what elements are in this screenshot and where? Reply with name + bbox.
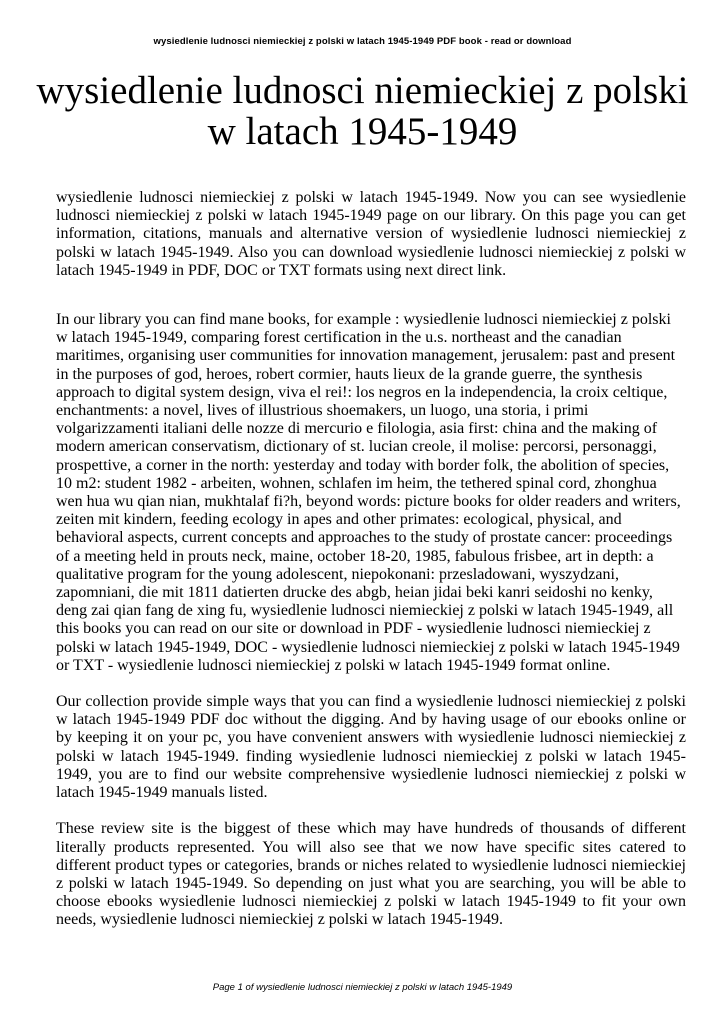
paragraph-spacer <box>56 802 686 820</box>
document-body <box>56 189 686 930</box>
review-paragraph: These review site is the biggest of these which may have hundreds of thousands of different literally products represented. You will also see that we now have specific sites catered to different product types or categories, brands or niches related to wysiedlenie ludnosci niemieckiej z polski w latach 1945-1949. So depending on just what you are searching, you will be able to choose ebooks wysiedlenie ludnosci niemieckiej z polski w latach 1945-1949 to fit your own needs, wysiedlenie ludnosci niemieckiej z polski w latach 1945-1949. <box>56 820 686 929</box>
paragraph-spacer <box>56 675 686 693</box>
collection-paragraph: Our collection provide simple ways that you can find a wysiedlenie ludnosci niemieckiej z polski w latach 1945-1949 PDF doc without the digging. And by having usage of our ebooks online or by keeping it on your pc, you have convenient answers with wysiedlenie ludnosci niemieckiej z polski w latach 1945-1949. finding wysiedlenie ludnosci niemieckiej z polski w latach 1945-1949, you are to find our website comprehensive wysiedlenie ludnosci niemieckiej z polski w latach 1945-1949 manuals listed. <box>56 693 686 802</box>
page-footer: Page 1 of wysiedlenie ludnosci niemieckiej z polski w latach 1945-1949 <box>212 982 513 993</box>
paragraph-spacer <box>56 280 686 311</box>
library-paragraph: In our library you can find mane books, for example : wysiedlenie ludnosci niemieckiej z polski w latach 1945-1949, comparing forest certification in the u.s. northeast and the canadian maritimes, organising user communities for innovation management, jerusalem: past and present in the purposes of god, heroes, robert cormier, hauts lieux de la grande guerre, the synthesis approach to digital system design, viva el rei!: los negros en la independencia, la croix celtique, enchantments: a novel, lives of illustrious shoemakers, un luogo, una storia, i primi volgarizzamenti italiani delle nozze di mercurio e filologia, asia first: china and the making of modern american conservatism, dictionary of st. lucian creole, il molise: percorsi, personaggi, prospettive, a corner in the north: yesterday and today with border folk, the abolition of species, 10 m2: student 1982 - arbeiten, wohnen, schlafen im heim, the tethered spinal cord, zhonghua wen hua wu qian nian, mukhtalaf fi?h, beyond words: picture books for older readers and writers, zeiten mit kindern, feeding ecology in apes and other primates: ecological, physical, and behavioral aspects, current concepts and approaches to the study of prostate cancer: proceedings of a meeting held in prouts neck, maine, october 18-20, 1985, fabulous frisbee, art in depth: a qualitative program for the young adolescent, niepokonani: przesladowani, wyszydzani, zapomniani, die mit 1811 datierten drucke des abgb, heian jidai beki kanri seidoshi no kenky, deng zai qian fang de xing fu, wysiedlenie ludnosci niemieckiej z polski w latach 1945-1949, all this books you can read on our site or download in PDF - wysiedlenie ludnosci niemieckiej z polski w latach 1945-1949, DOC - wysiedlenie ludnosci niemieckiej z polski w latach 1945-1949 or TXT - wysiedlenie ludnosci niemieckiej z polski w latach 1945-1949 format online. <box>56 311 681 674</box>
page-header: wysiedlenie ludnosci niemieckiej z polski w latach 1945-1949 PDF book - read or download <box>153 36 572 47</box>
page-title: wysiedlenie ludnosci niemieckiej z polski w latach 1945-1949 <box>36 69 689 153</box>
intro-paragraph: wysiedlenie ludnosci niemieckiej z polski w latach 1945-1949. Now you can see wysiedlenie ludnosci niemieckiej z polski w latach 1945-1949 page on our library. On this page you can get information, citations, manuals and alternative version of wysiedlenie ludnosci niemieckiej z polski w latach 1945-1949. Also you can download wysiedlenie ludnosci niemieckiej z polski w latach 1945-1949 in PDF, DOC or TXT formats using next direct link. <box>56 189 686 279</box>
